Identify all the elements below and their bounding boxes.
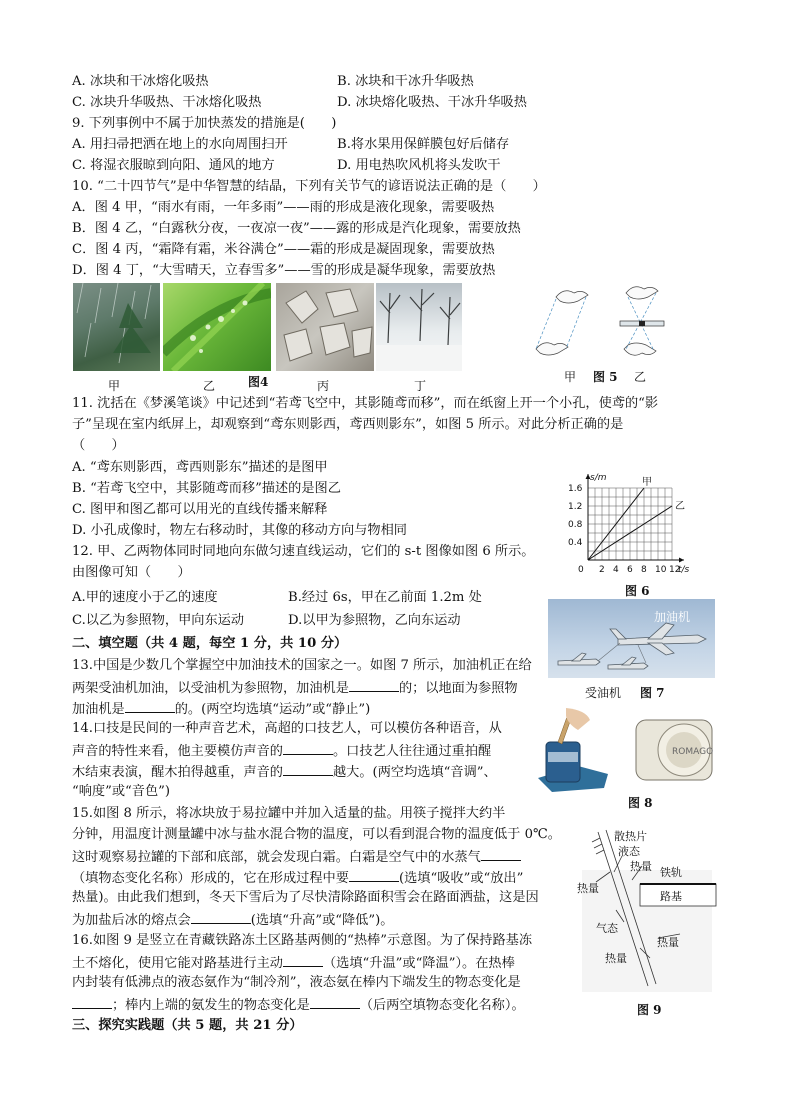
- q14-line2-text-a: 声音的特性来看，他主要模仿声音的: [72, 744, 283, 759]
- fig9-label-roadbed: 路基: [660, 890, 682, 903]
- q14-line3-text-b: 越大。(两空均选填“音调”、: [333, 765, 497, 780]
- fig8-caption: 图 8: [628, 796, 653, 810]
- x-tick-label: 2: [599, 565, 605, 575]
- q15-blank-1[interactable]: [481, 846, 521, 861]
- q9-option-d: D. 用电热吹风机将头发吹干: [337, 158, 501, 173]
- fig9-label-heat-left: 热量: [577, 882, 599, 895]
- fig9-label-gas: 气态: [596, 922, 618, 935]
- q15-line3-text: 这时观察易拉罐的下部和底部，就会发现白霜。白霜是空气中的水蒸气: [72, 850, 481, 865]
- q8-option-c: C. 冰块升华吸热、干冰熔化吸热: [72, 95, 262, 110]
- fig9-label-liquid: 液态: [618, 845, 640, 858]
- q11-stem-line3: （ ）: [72, 438, 125, 453]
- q11-option-a: A. “鸢东则影西，鸢西则影东”描述的是图甲: [72, 460, 328, 475]
- x-tick-label: 12: [669, 565, 681, 575]
- q14-line2: [72, 740, 491, 762]
- q16-line4: [72, 994, 525, 1016]
- x-axis-arrow: [679, 558, 684, 563]
- q11-stem-line1: 11. 沈括在《梦溪笔谈》中记述到“若鸢飞空中，其影随鸢而移”，而在纸窗上开一个小孔，使鸢的“影: [72, 396, 659, 411]
- q15-line6-text-a: 为加盐后冰的熔点会: [72, 913, 191, 928]
- q16-line2: [72, 952, 515, 974]
- fig4-dew-photo: [163, 283, 271, 371]
- series-label-jia: 甲: [642, 477, 652, 488]
- q11-option-b: B. “若鸢飞空中，其影随鸢而移”描述的是图乙: [72, 481, 341, 496]
- q10-option-b: B．图 4 乙，“白露秋分夜，一夜凉一夜”——露的形成是汽化现象，需要放热: [72, 221, 521, 236]
- q10-stem: 10. “二十四节气”是中华智慧的结晶，下列有关节气的谚语说法正确的是（ ）: [72, 179, 546, 194]
- q14-blank-1[interactable]: [283, 740, 333, 755]
- q15-blank-3[interactable]: [191, 909, 251, 924]
- q12-stem-line1: 12. 甲、乙两物体同时同地向东做匀速直线运动，它们的 s-t 图像如图 6 所示。: [72, 544, 535, 559]
- q12-stem-line2: 由图像可知（ ）: [72, 565, 191, 580]
- section3-title: 三、探究实践题（共 5 题，共 21 分）: [72, 1018, 303, 1033]
- fig9-caption: 图 9: [637, 1003, 662, 1017]
- fig4-frost-photo: [276, 283, 374, 371]
- y-tick-label: 1.2: [568, 502, 583, 512]
- fig4-label-jia: 甲: [108, 379, 121, 393]
- fig9-label-rail: 铁轨: [660, 866, 682, 879]
- q16-line2-text-a: 土不熔化，使用它能对路基进行主动: [72, 956, 283, 971]
- q13-blank-1[interactable]: [349, 677, 399, 692]
- q16-line3: [72, 973, 521, 993]
- x-tick-label: 8: [641, 565, 647, 575]
- x-tick-label: 10: [655, 565, 667, 575]
- fig4-snow-photo: [376, 283, 462, 371]
- q12-option-a: A.甲的速度小于乙的速度: [72, 590, 218, 605]
- q11-option-c: C. 图甲和图乙都可以用光的直线传播来解释: [72, 502, 328, 517]
- q11-option-d: D. 小孔成像时，物左右移动时，其像的移动方向与物相同: [72, 523, 407, 538]
- q16-line4-text-a: ；棒内上端的氨发生的物态变化是: [112, 998, 310, 1013]
- fig4-rain-photo: [73, 283, 160, 371]
- fig4-label-bing: 丙: [317, 379, 330, 393]
- fig5-diagram: [526, 283, 676, 367]
- q15-line5: 热量)。由此我们想到，冬天下雪后为了尽快清除路面积雪会在路面洒盐，这是因: [72, 890, 539, 905]
- q13-line1: 13.中国是少数几个掌握空中加油技术的国家之一。如图 7 所示，加油机正在给: [72, 658, 532, 673]
- q15-line4-text-b: (选填“吸收”或“放出”: [398, 871, 524, 886]
- q16-blank-1[interactable]: [283, 952, 323, 967]
- series-label-yi: 乙: [675, 501, 685, 512]
- q15-line1: 15.如图 8 所示，将冰块放于易拉罐中并加入适量的盐。用筷子搅拌大约半: [72, 806, 506, 821]
- q14-blank-2[interactable]: [283, 761, 333, 776]
- fig5-label-yi: 乙: [634, 370, 647, 384]
- q8-option-b: B. 冰块和干冰升华吸热: [337, 74, 474, 89]
- q10-option-d: D．图 4 丁，“大雪晴天，立春雪多”——雪的形成是凝华现象，需要放热: [72, 263, 496, 278]
- q12-option-d: D.以甲为参照物，乙向东运动: [288, 613, 461, 628]
- q16-line3-text: 内封装有低沸点的液态氨作为“制冷剂”，液态氨在棒内下端发生的物态变化是: [72, 975, 521, 990]
- section2-title: 二、填空题（共 4 题，每空 1 分，共 10 分）: [72, 636, 348, 651]
- q13-line2: [72, 677, 518, 699]
- fig6-st-chart: [560, 460, 710, 578]
- fig6-caption: 图 6: [625, 584, 650, 598]
- q16-blank-2[interactable]: [72, 994, 112, 1009]
- q15-blank-2[interactable]: [349, 867, 399, 882]
- q13-blank-2[interactable]: [125, 698, 175, 713]
- fig9-label-heat-right: 热量: [657, 936, 679, 949]
- q8-option-d: D. 冰块熔化吸热、干冰升华吸热: [337, 95, 527, 110]
- q14-line3-text-a: 木结束表演，醒木拍得越重，声音的: [72, 765, 283, 780]
- q9-option-c: C. 将湿衣服晾到向阳、通风的地方: [72, 158, 275, 173]
- q15-line6: [72, 909, 393, 931]
- fig5-label-jia: 甲: [564, 370, 577, 384]
- q12-option-b: B.经过 6s，甲在乙前面 1.2m 处: [288, 590, 482, 605]
- q13-line3-text-a: 加油机是: [72, 702, 125, 717]
- fig9-label-heat-bottom: 热量: [605, 952, 627, 965]
- q13-line2-text-a: 两架受油机加油，以受油机为参照物，加油机是: [72, 681, 349, 696]
- q16-line1: 16.如图 9 是竖立在青藏铁路冻土区路基两侧的“热棒”示意图。为了保持路基冻: [72, 933, 533, 948]
- y-axis-label: s/m: [590, 473, 607, 483]
- chart-grid: [588, 488, 672, 560]
- x-tick-label: 6: [627, 565, 633, 575]
- fig9-label-heat-top: 热量: [630, 860, 652, 873]
- q13-line3-text-b: 的。(两空均选填“运动”或“静止”): [174, 702, 371, 717]
- q11-stem-line2: 子”呈现在室内纸屏上，却观察到“鸢东则影西，鸢西则影东”，如图 5 所示。对此分析正确的是: [72, 417, 624, 432]
- fig4-label-ding: 丁: [414, 379, 427, 393]
- fig7-label-tanker: 加油机: [654, 610, 691, 624]
- q16-line2-text-b: （选填“升温”或“降温”）。在热棒: [323, 956, 515, 971]
- y-tick-label: 0.8: [568, 520, 583, 530]
- fig4-caption: 图4: [248, 375, 269, 389]
- q13-line2-text-b: 的；以地面为参照物: [398, 681, 518, 696]
- q15-line3: [72, 846, 521, 868]
- y-tick-label: 1.6: [568, 484, 583, 494]
- fig7-label-receiver: 受油机: [585, 686, 622, 700]
- q16-line4-text-b: （后两空填物态变化名称）。: [359, 998, 525, 1013]
- q15-line6-text-b: (选填“升高”或“降低”)。: [250, 913, 394, 928]
- q14-line1: 14.口技是民间的一种声音艺术，高超的口技艺人，可以模仿各种语音，从: [72, 721, 502, 736]
- q15-line4: [72, 867, 523, 889]
- y-tick-label: 0.4: [568, 538, 583, 548]
- q10-option-c: C．图 4 丙，“霜降有霜，米谷满仓”——霜的形成是凝固现象，需要放热: [72, 242, 495, 257]
- x-axis-label: t/s: [678, 565, 690, 575]
- x-tick-label: 0: [578, 565, 584, 575]
- fig9-label-radiator: 散热片: [614, 830, 647, 843]
- fig7-caption: 图 7: [640, 686, 665, 700]
- q9-option-b: B.将水果用保鲜膜包好后储存: [337, 137, 510, 152]
- svg-text:ROMAGO: ROMAGO: [672, 747, 714, 757]
- q12-option-c: C.以乙为参照物，甲向东运动: [72, 613, 245, 628]
- fig5-caption: 图 5: [593, 370, 618, 384]
- fig4-label-yi: 乙: [203, 379, 216, 393]
- fig8-can-photo: [538, 708, 718, 792]
- q14-line3: [72, 761, 497, 783]
- q16-blank-3[interactable]: [310, 994, 360, 1009]
- q14-line4: “响度”或“音色”): [72, 784, 171, 799]
- q9-option-a: A. 用扫帚把洒在地上的水向周围扫开: [72, 137, 288, 152]
- chart-axes: [586, 474, 685, 563]
- fig9-heat-rod-diagram: [570, 826, 720, 994]
- q15-line2: 分钟，用温度计测量罐中冰与盐水混合物的温度，可以看到混合物的温度低于 0℃。: [72, 827, 561, 842]
- x-tick-label: 4: [613, 565, 619, 575]
- q15-line4-text-a: （填物态变化名称）形成的，它在形成过程中要: [72, 871, 349, 886]
- q14-line2-text-b: 。口技艺人往往通过重拍醒: [333, 744, 492, 759]
- q10-option-a: A．图 4 甲，“雨水有雨，一年多雨”——雨的形成是液化现象，需要吸热: [72, 200, 495, 215]
- q9-stem: 9. 下列事例中不属于加快蒸发的措施是( ): [72, 116, 337, 131]
- q13-line3: [72, 698, 370, 720]
- q8-option-a: A. 冰块和干冰熔化吸热: [72, 74, 209, 89]
